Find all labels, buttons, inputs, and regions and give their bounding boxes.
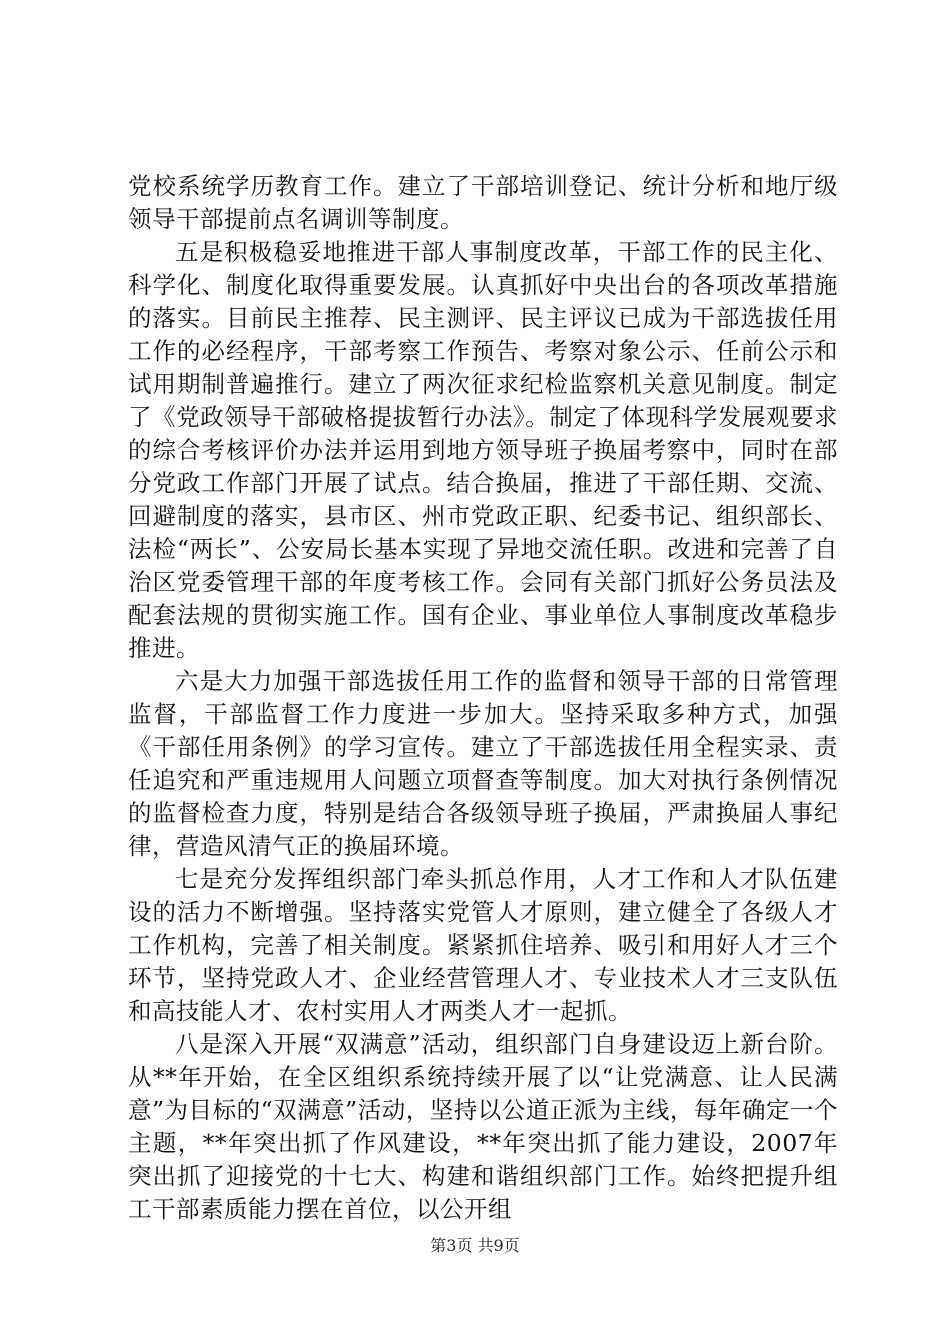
document-body: [128, 170, 838, 1226]
paragraph-3: 六是大力加强干部选拔任用工作的监督和领导干部的日常管理监督，干部监督工作力度进一步加大。坚持采取多种方式，加强《干部任用条例》的学习宣传。建立了干部选拔任用全程实录、责任追究和严重违规用人问题立项督查等制度。加大对执行条例情况的监督检查力度，特别是结合各级领导班子换届，严肃换届人事纪律，营造风清气正的换届环境。: [128, 667, 838, 860]
paragraph-4: 七是充分发挥组织部门牵头抓总作用，人才工作和人才队伍建设的活力不断增强。坚持落实党管人才原则，建立健全了各级人才工作机构，完善了相关制度。紧紧抓住培养、吸引和用好人才三个环节，坚持党政人才、企业经营管理人才、专业技术人才三支队伍和高技能人才、农村实用人才两类人才一起抓。: [128, 865, 838, 1025]
paragraph-5: 八是深入开展“双满意”活动，组织部门自身建设迈上新台阶。从**年开始，在全区组织系统持续开展了以“让党满意、让人民满意”为目标的“双满意”活动，坚持以公道正派为主线，每年确定一个主题，**年突出抓了作风建设，**年突出抓了能力建设，2007年突出抓了迎接党的十七大、构建和谐组织部门工作。始终把提升组工干部素质能力摆在首位，以公开组: [128, 1030, 838, 1223]
paragraph-2: 五是积极稳妥地推进干部人事制度改革，干部工作的民主化、科学化、制度化取得重要发展。认真抓好中央出台的各项改革措施的落实。目前民主推荐、民主测评、民主评议已成为干部选拔任用工作的必经程序，干部考察工作预告、考察对象公示、任前公示和试用期制普遍推行。建立了两次征求纪检监察机关意见制度。制定了《党政领导干部破格提拔暂行办法》。制定了体现科学发展观要求的综合考核评价办法并运用到地方领导班子换届考察中，同时在部分党政工作部门开展了试点。结合换届，推进了干部任期、交流、回避制度的落实，县市区、州市党政正职、纪委书记、组织部长、法检“两长”、公安局长基本实现了异地交流任职。改进和完善了自治区党委管理干部的年度考核工作。会同有关部门抓好公务员法及配套法规的贯彻实施工作。国有企业、事业单位人事制度改革稳步推进。: [128, 238, 838, 662]
paragraph-1: 党校系统学历教育工作。建立了干部培训登记、统计分析和地厅级领导干部提前点名调训等制度。: [128, 172, 838, 233]
page-number-footer: 第3页 共9页: [430, 1236, 520, 1255]
